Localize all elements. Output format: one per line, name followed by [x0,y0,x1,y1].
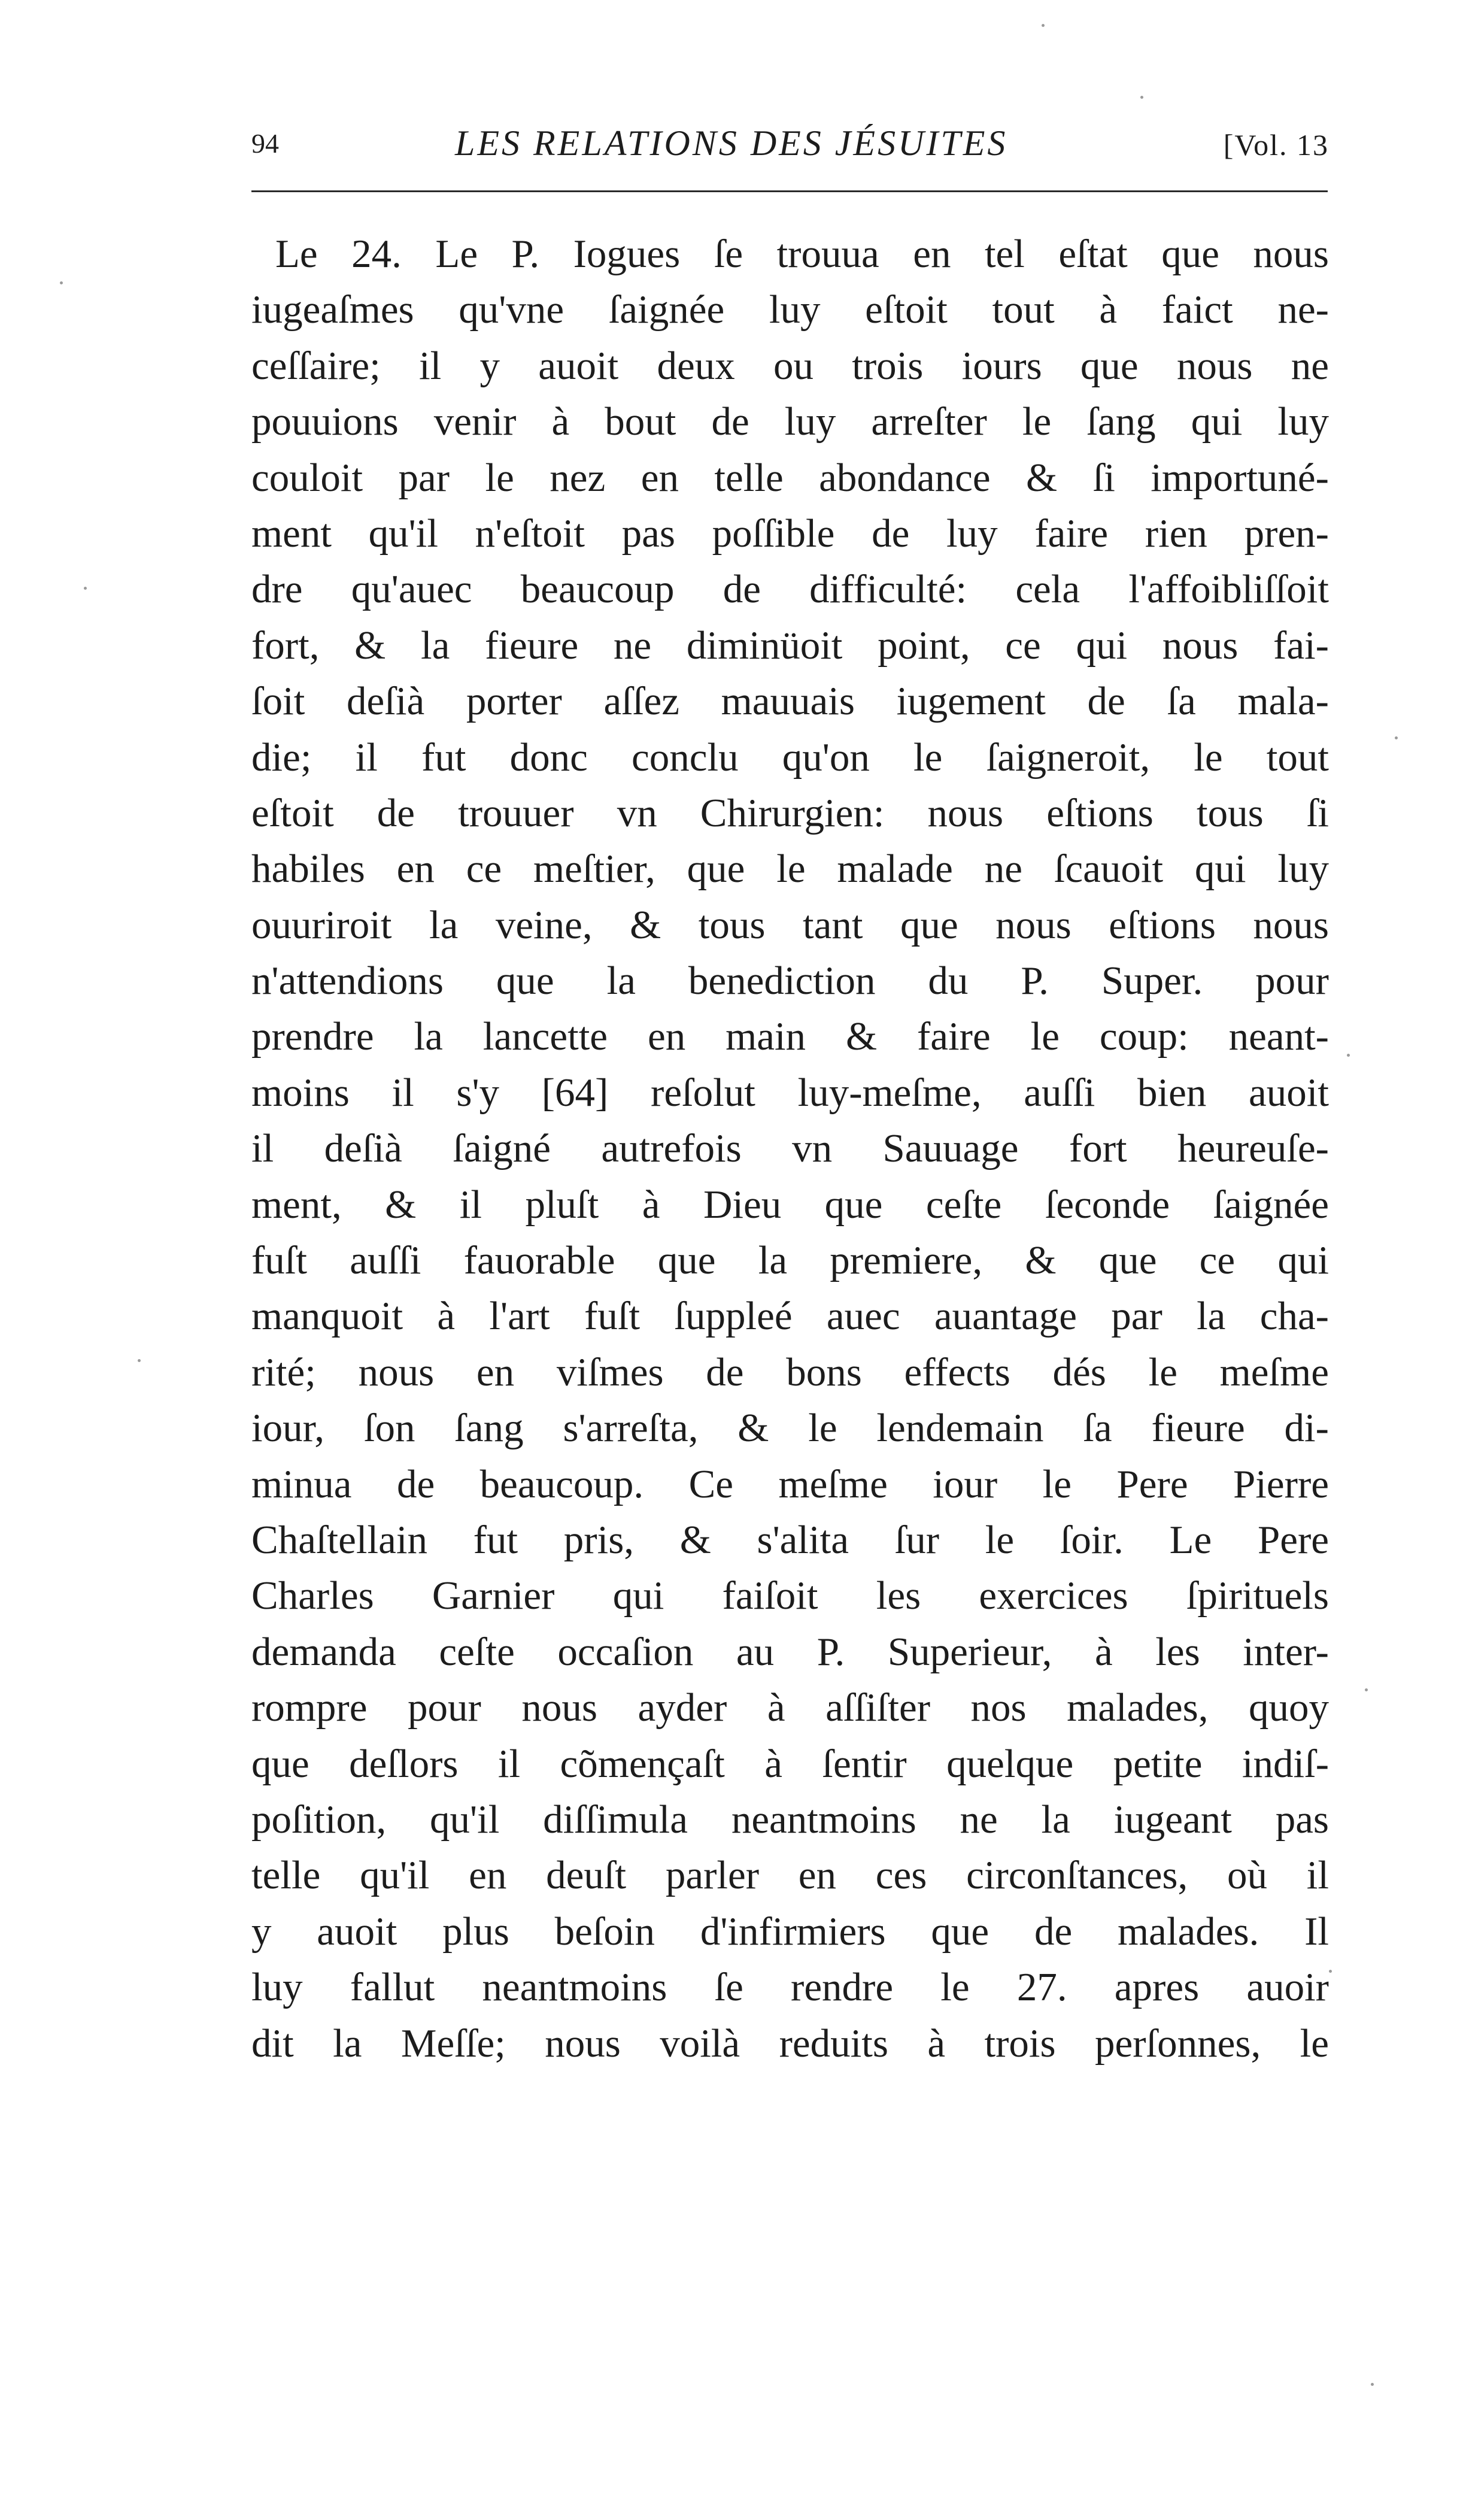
text-line: fort, & la fieure ne diminüoit point, ce qui nous fai- [251,623,1329,668]
text-line: couloit par le nez en telle abondance & ſi importuné- [251,455,1329,500]
text-line: iugeaſmes qu'vne ſaignée luy eſtoit tout à faict ne- [251,287,1329,332]
text-line: dit la Meſſe; nous voilà reduits à trois perſonnes, le [251,2021,1329,2066]
text-line: n'attendions que la benediction du P. Super. pour [251,959,1329,1003]
scan-speck [1371,2383,1374,2386]
text-line: ceſſaire; il y auoit deux ou trois iours que nous ne [251,343,1329,388]
page-number: 94 [251,128,279,159]
header-rule [251,190,1328,192]
scan-speck [1140,96,1143,99]
text-line: moins il s'y [64] reſolut luy-meſme, auſſi bien auoit [251,1070,1329,1115]
running-title: LES RELATIONS DES JÉSUITES [455,123,1008,163]
text-line: eſtoit de trouuer vn Chirurgien: nous eſtions tous ſi [251,790,1329,835]
text-line: ſoit deſià porter aſſez mauuais iugement de ſa mala- [251,679,1329,724]
text-line: ment qu'il n'eſtoit pas poſſible de luy faire rien pren- [251,511,1329,556]
scan-speck [1347,1054,1350,1057]
scan-speck [1395,736,1398,739]
scan-speck [1042,24,1045,27]
scan-speck [1365,1688,1368,1691]
text-line: manquoit à l'art fuſt ſuppleé auec auantage par la cha- [251,1294,1329,1339]
body-text [251,226,1329,2072]
running-head [251,123,1329,171]
text-line: il deſià ſaigné autrefois vn Sauuage fort heureuſe- [251,1126,1329,1171]
text-line: prendre la lancette en main & faire le coup: neant- [251,1014,1329,1059]
text-line: ment, & il pluſt à Dieu que ceſte ſeconde ſaignée [251,1182,1329,1227]
text-line: minua de beaucoup. Ce meſme iour le Pere Pierre [251,1461,1329,1506]
text-line: Chaſtellain fut pris, & s'alita ſur le ſoir. Le Pere [251,1517,1329,1562]
text-line: rompre pour nous ayder à aſſiſter nos malades, quoy [251,1685,1329,1730]
text-line: Le 24. Le P. Iogues ſe trouua en tel eſtat que nous [275,232,1329,276]
text-line: que deſlors il cõmençaſt à ſentir quelque petite indiſ- [251,1741,1329,1786]
text-line: ouuriroit la veine, & tous tant que nous eſtions nous [251,902,1329,947]
text-line: fuſt auſſi fauorable que la premiere, & que ce qui [251,1238,1329,1283]
text-line: demanda ceſte occaſion au P. Superieur, à les inter- [251,1629,1329,1674]
text-line: y auoit plus beſoin d'infirmiers que de malades. Il [251,1909,1329,1954]
scan-speck [1329,1970,1332,1973]
scan-speck [84,587,87,590]
text-line: poſition, qu'il diſſimula neantmoins ne la iugeant pas [251,1797,1329,1842]
text-line: die; il fut donc conclu qu'on le ſaigneroit, le tout [251,735,1329,780]
text-line: Charles Garnier qui faiſoit les exercices ſpirituels [251,1573,1329,1618]
text-line: luy fallut neantmoins ſe rendre le 27. apres auoir [251,1965,1329,2010]
text-line: dre qu'auec beaucoup de difficulté: cela l'affoibliſſoit [251,567,1329,612]
text-line: pouuions venir à bout de luy arreſter le ſang qui luy [251,399,1329,444]
volume-marker: [Vol. 13 [1223,128,1329,162]
text-line: telle qu'il en deuſt parler en ces circonſtances, où il [251,1853,1329,1898]
scan-speck [60,281,63,284]
text-line: rité; nous en viſmes de bons effects dés le meſme [251,1350,1329,1394]
scan-speck [138,1359,141,1362]
text-line: iour, ſon ſang s'arreſta, & le lendemain ſa fieure di- [251,1406,1329,1451]
text-line: habiles en ce meſtier, que le malade ne ſcauoit qui luy [251,847,1329,891]
